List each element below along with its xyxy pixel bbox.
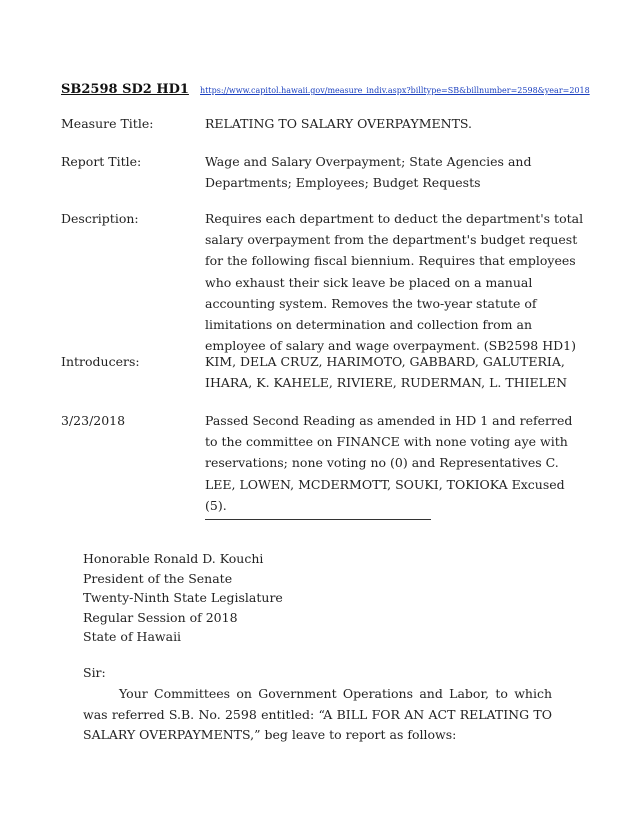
salutation: Sir:	[83, 665, 106, 680]
divider-line	[205, 519, 431, 520]
report-title-value: Wage and Salary Overpayment; State Agencies and Departments; Employees; Budget Requests	[205, 154, 532, 191]
body-paragraph: Your Committees on Government Operations and Labor, to which was referred S.B. No. 2598 entitled: “A BILL FOR AN ACT RELATING TO SALARY OVERPAYMENTS,” beg leave to report as follows:	[83, 686, 552, 742]
status-date: 3/23/2018	[61, 413, 126, 428]
status-value: Passed Second Reading as amended in HD 1 and referred to the committee on FINANCE with none voting aye with reservations; none voting no (0) and Representatives C. LEE, LOWEN, MCDERMOTT, SOUKI, TOKIOKA Excused (5).	[205, 413, 573, 513]
address-line: Honorable Ronald D. Kouchi	[83, 551, 264, 566]
address-block	[83, 549, 283, 647]
measure-title-value: RELATING TO SALARY OVERPAYMENTS.	[205, 116, 472, 131]
measure-title-label: Measure Title:	[61, 116, 154, 131]
address-line: State of Hawaii	[83, 629, 182, 644]
address-line: Regular Session of 2018	[83, 609, 238, 625]
introducers-value: KIM, DELA CRUZ, HARIMOTO, GABBARD, GALUTERIA, IHARA, K. KAHELE, RIVIERE, RUDERMAN, L. THIELEN	[205, 354, 568, 391]
address-line: President of the Senate	[83, 570, 233, 586]
description-value: Requires each department to deduct the department's total salary overpayment from the department's budget request for the following fiscal biennium. Requires that employees who exhaust their sick leave be placed on a manual accounting system. Removes the two-year statute of limitations on determination and collection from an employee of salary and wage overpayment. (SB2598 HD1)	[205, 211, 584, 354]
bill-header	[61, 78, 590, 97]
description-label: Description:	[61, 211, 139, 226]
report-title-label: Report Title:	[61, 154, 142, 169]
address-line: Twenty-Ninth State Legislature	[83, 590, 283, 605]
introducers-label: Introducers:	[61, 354, 140, 369]
bill-link[interactable]: https://www.capitol.hawaii.gov/measure_indiv.aspx?billtype=SB&billnumber=2598&year=2018	[200, 86, 590, 95]
bill-id: SB2598 SD2 HD1	[61, 82, 189, 97]
